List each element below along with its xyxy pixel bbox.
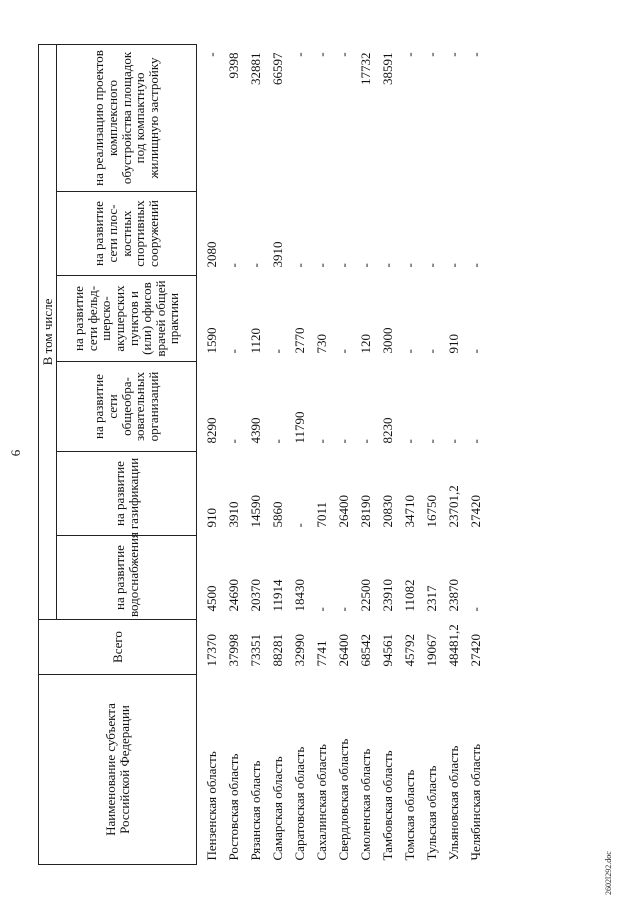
cell-total: 73351 bbox=[248, 634, 264, 667]
header-gas: на развитие газификации bbox=[57, 452, 197, 536]
cell-schools: 8290 bbox=[204, 417, 220, 444]
cell-name: Самарская область bbox=[270, 756, 286, 861]
cell-projects: 32881 bbox=[248, 52, 264, 85]
table-row bbox=[399, 44, 421, 864]
header-projects: на реализацию проектов комплексного обустройства площадок под компактную жилищную застройку bbox=[57, 44, 197, 191]
cell-medical: - bbox=[468, 349, 484, 354]
header-name: Наименование субъекта Российской Федерации bbox=[39, 675, 197, 865]
cell-projects: - bbox=[402, 52, 418, 57]
cell-water: 20370 bbox=[248, 579, 264, 612]
cell-gas: 7011 bbox=[314, 501, 330, 528]
cell-name: Сахалинская область bbox=[314, 744, 330, 861]
cell-name: Ульяновская область bbox=[446, 745, 462, 861]
cell-total: 94561 bbox=[380, 634, 396, 667]
cell-sports: - bbox=[292, 263, 308, 268]
cell-schools: 11790 bbox=[292, 411, 308, 444]
cell-gas: 3910 bbox=[226, 501, 242, 528]
header-water: на развитие водоснабжения bbox=[57, 536, 197, 620]
cell-name: Ростовская область bbox=[226, 753, 242, 861]
cell-projects: - bbox=[204, 52, 220, 57]
cell-total: 88281 bbox=[270, 634, 286, 667]
table-row bbox=[377, 44, 399, 864]
cell-schools: - bbox=[226, 439, 242, 444]
cell-total: 27420 bbox=[468, 634, 484, 667]
cell-water: 2317 bbox=[424, 585, 440, 612]
cell-schools: 4390 bbox=[248, 417, 264, 444]
cell-water: - bbox=[314, 607, 330, 612]
header-medical: на развитие сети фельд-шерско-акушерских пунктов и (или) офисов врачей общей практики bbox=[57, 276, 197, 362]
cell-sports: - bbox=[468, 263, 484, 268]
cell-water: - bbox=[468, 607, 484, 612]
cell-schools: - bbox=[358, 439, 374, 444]
cell-water: 22500 bbox=[358, 579, 374, 612]
cell-water: - bbox=[336, 607, 352, 612]
table-body bbox=[197, 44, 488, 864]
cell-projects: - bbox=[314, 52, 330, 57]
cell-projects: 66597 bbox=[270, 52, 286, 85]
header-schools: на развитие сети общеобра-зовательных организаций bbox=[57, 362, 197, 452]
table-row bbox=[421, 44, 443, 864]
cell-water: 23870 bbox=[446, 579, 462, 612]
table-row bbox=[197, 44, 224, 864]
cell-total: 19067 bbox=[424, 634, 440, 667]
cell-name: Тульская область bbox=[424, 765, 440, 861]
cell-gas: 910 bbox=[204, 508, 220, 528]
cell-gas: 23701,2 bbox=[446, 485, 462, 528]
table-row bbox=[355, 44, 377, 864]
cell-sports: - bbox=[226, 263, 242, 268]
cell-medical: 2770 bbox=[292, 327, 308, 354]
header-sports: на развитие сети плос-костных спортивных сооружений bbox=[57, 192, 197, 276]
cell-schools: - bbox=[336, 439, 352, 444]
cell-medical: - bbox=[424, 349, 440, 354]
table-row bbox=[443, 44, 465, 864]
cell-gas: 16750 bbox=[424, 495, 440, 528]
cell-water: 11914 bbox=[270, 579, 286, 612]
cell-schools: - bbox=[314, 439, 330, 444]
cell-medical: 730 bbox=[314, 334, 330, 354]
cell-projects: - bbox=[292, 52, 308, 57]
document-id: 2602l292.doc bbox=[604, 851, 613, 895]
cell-gas: 14590 bbox=[248, 495, 264, 528]
cell-medical: 910 bbox=[446, 334, 462, 354]
table-row bbox=[267, 44, 289, 864]
table-row bbox=[465, 44, 487, 864]
cell-projects: - bbox=[424, 52, 440, 57]
cell-total: 17370 bbox=[204, 634, 220, 667]
cell-name: Челябинская область bbox=[468, 743, 484, 861]
cell-name: Тамбовская область bbox=[380, 750, 396, 861]
cell-sports: - bbox=[446, 263, 462, 268]
cell-sports: - bbox=[358, 263, 374, 268]
cell-sports: - bbox=[424, 263, 440, 268]
cell-medical: 3000 bbox=[380, 327, 396, 354]
cell-medical: - bbox=[402, 349, 418, 354]
cell-name: Саратовская область bbox=[292, 746, 308, 861]
cell-name: Свердловская область bbox=[336, 738, 352, 861]
cell-sports: - bbox=[402, 263, 418, 268]
cell-water: 18430 bbox=[292, 579, 308, 612]
cell-medical: - bbox=[270, 349, 286, 354]
cell-sports: - bbox=[380, 263, 396, 268]
cell-projects: - bbox=[468, 52, 484, 57]
cell-total: 7741 bbox=[314, 640, 330, 667]
cell-medical: 1120 bbox=[248, 327, 264, 354]
table-row bbox=[333, 44, 355, 864]
cell-sports: - bbox=[314, 263, 330, 268]
cell-schools: - bbox=[446, 439, 462, 444]
cell-gas: 5860 bbox=[270, 501, 286, 528]
subsidy-table bbox=[38, 44, 487, 865]
cell-total: 37998 bbox=[226, 634, 242, 667]
cell-total: 48481,2 bbox=[446, 624, 462, 667]
cell-water: 24690 bbox=[226, 579, 242, 612]
cell-name: Пензенская область bbox=[204, 751, 220, 861]
cell-medical: - bbox=[226, 349, 242, 354]
cell-sports: 3910 bbox=[270, 241, 286, 268]
cell-schools: 8230 bbox=[380, 417, 396, 444]
cell-projects: 9398 bbox=[226, 52, 242, 79]
cell-name: Рязанская область bbox=[248, 760, 264, 861]
cell-total: 68542 bbox=[358, 634, 374, 667]
cell-gas: 28190 bbox=[358, 495, 374, 528]
header-including: В том числе bbox=[39, 44, 57, 619]
cell-schools: - bbox=[402, 439, 418, 444]
table-row bbox=[223, 44, 245, 864]
cell-gas: 27420 bbox=[468, 495, 484, 528]
cell-sports: - bbox=[248, 263, 264, 268]
cell-medical: - bbox=[336, 349, 352, 354]
table-row bbox=[245, 44, 267, 864]
cell-schools: - bbox=[468, 439, 484, 444]
cell-water: 4500 bbox=[204, 585, 220, 612]
cell-name: Томская область bbox=[402, 769, 418, 861]
cell-projects: 38591 bbox=[380, 52, 396, 85]
cell-water: 23910 bbox=[380, 579, 396, 612]
cell-gas: 34710 bbox=[402, 495, 418, 528]
cell-schools: - bbox=[270, 439, 286, 444]
cell-total: 45792 bbox=[402, 634, 418, 667]
cell-gas: - bbox=[292, 523, 308, 528]
cell-water: 11082 bbox=[402, 579, 418, 612]
cell-projects: - bbox=[336, 52, 352, 57]
table-row bbox=[289, 44, 311, 864]
cell-total: 32990 bbox=[292, 634, 308, 667]
cell-gas: 20830 bbox=[380, 495, 396, 528]
cell-schools: - bbox=[424, 439, 440, 444]
cell-total: 26400 bbox=[336, 634, 352, 667]
cell-sports: - bbox=[336, 263, 352, 268]
cell-name: Смоленская область bbox=[358, 748, 374, 861]
cell-medical: 1590 bbox=[204, 327, 220, 354]
header-total: Всего bbox=[39, 620, 197, 675]
cell-medical: 120 bbox=[358, 334, 374, 354]
table-row bbox=[311, 44, 333, 864]
cell-sports: 2080 bbox=[204, 241, 220, 268]
cell-projects: - bbox=[446, 52, 462, 57]
page-number: 6 bbox=[8, 449, 23, 457]
cell-projects: 17732 bbox=[358, 52, 374, 85]
header-row-top bbox=[39, 44, 57, 864]
cell-gas: 26400 bbox=[336, 495, 352, 528]
